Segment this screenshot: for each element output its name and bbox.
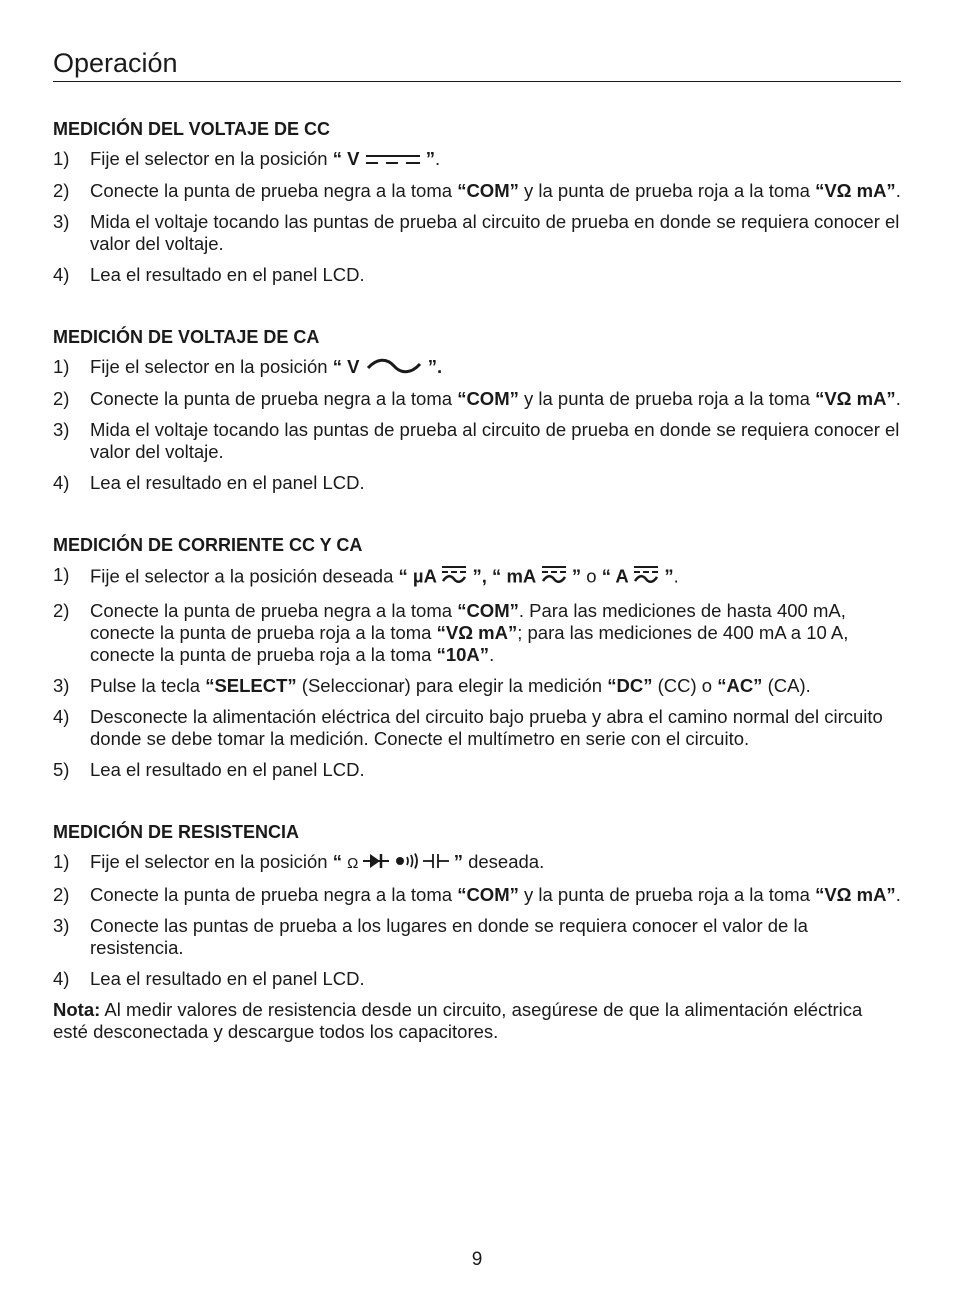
dc-voltage-icon (365, 149, 421, 171)
note-label: Nota: (53, 999, 101, 1021)
step-number: 2) (53, 884, 70, 906)
title-divider (53, 81, 901, 82)
step-number: 3) (53, 419, 70, 441)
list-item: 2) Conecte la punta de prueba negra a la toma “COM” y la punta de prueba roja a la toma “VΩ mA”. (53, 388, 901, 410)
ac-voltage-section (53, 326, 901, 494)
step-number: 4) (53, 264, 70, 286)
list-item: 4) Lea el resultado en el panel LCD. (53, 472, 365, 494)
list-item: 5) Lea el resultado en el panel LCD. (53, 759, 365, 781)
resistance-note (53, 999, 901, 1043)
step-number: 3) (53, 915, 70, 937)
list-item: 1) Fije el selector en la posición “ V ”. (53, 148, 901, 171)
section-heading: MEDICIÓN DE RESISTENCIA (53, 822, 300, 843)
ac-dc-icon (633, 564, 659, 591)
page-content (53, 118, 901, 1043)
list-item: 3) Conecte las puntas de prueba a los lugares en donde se requiera conocer el valor de la resistencia. (53, 915, 808, 959)
section-heading: MEDICIÓN DE VOLTAJE DE CA (53, 327, 320, 348)
note-text: Al medir valores de resistencia desde un circuito, asegúrese de que la alimentación eléctrica esté desconectada y descargue todos los capacitores. (53, 999, 863, 1043)
list-item: 2) Conecte la punta de prueba negra a la toma “COM” y la punta de prueba roja a la toma “VΩ mA”. (53, 884, 901, 906)
list-item: 1) Fije el selector en la posición “ V ”. (53, 356, 901, 379)
list-item: 2) Conecte la punta de prueba negra a la toma “COM” y la punta de prueba roja a la toma “VΩ mA”. (53, 180, 901, 202)
list-item: 4) Desconecte la alimentación eléctrica del circuito bajo prueba y abra el camino normal del circuito donde se debe tomar la medición. Conecte el multímetro en serie con el circuito. (53, 706, 883, 750)
list-item: 3) Mida el voltaje tocando las puntas de prueba al circuito de prueba en donde se requiera conocer el valor del voltaje. (53, 211, 900, 255)
step-number: 4) (53, 706, 70, 728)
dc-voltage-section (53, 118, 901, 286)
ac-voltage-steps (53, 356, 901, 494)
step-number: 1) (53, 851, 70, 873)
resistance-section (53, 821, 901, 1043)
step-number: 1) (53, 148, 70, 169)
step-number: 4) (53, 472, 70, 494)
page-title: Operación (53, 48, 178, 78)
step-number: 5) (53, 759, 70, 781)
list-item: 3) Pulse la tecla “SELECT” (Seleccionar) para elegir la medición “DC” (CC) o “AC” (CA). (53, 675, 811, 697)
ac-wave-icon (365, 357, 423, 379)
capacitor-icon (423, 852, 449, 874)
ac-dc-icon (441, 564, 467, 591)
step-number: 4) (53, 968, 70, 990)
current-steps (53, 564, 901, 781)
list-item: 4) Lea el resultado en el panel LCD. (53, 264, 365, 286)
section-heading: MEDICIÓN DE CORRIENTE CC Y CA (53, 535, 363, 556)
page-number: 9 (471, 1249, 483, 1270)
list-item: 1) Fije el selector a la posición deseada “ µA ”, “ mA ” o “ A ”. (53, 564, 901, 591)
resistance-steps (53, 851, 901, 990)
diode-icon (363, 852, 389, 874)
step-number: 3) (53, 675, 70, 697)
step-number: 1) (53, 356, 70, 378)
step-number: 1) (53, 564, 70, 586)
current-section (53, 534, 901, 781)
step-number: 2) (53, 180, 70, 202)
list-item: 2) Conecte la punta de prueba negra a la toma “COM”. Para las mediciones de hasta 400 mA, conecte la punta de prueba roja a la toma “VΩ mA”; para las mediciones de 400 mA a 10 A, conecte la punta de prueba roja a la toma “10A”. (53, 600, 849, 666)
step-number: 3) (53, 211, 70, 233)
dc-voltage-steps (53, 148, 901, 286)
step-number: 2) (53, 600, 70, 622)
continuity-sound-icon (395, 852, 423, 874)
section-heading: MEDICIÓN DEL VOLTAJE DE CC (53, 119, 331, 139)
ohm-symbol: Ω (347, 855, 359, 873)
ac-dc-icon (541, 564, 567, 591)
list-item: 1) Fije el selector en la posición “ Ω ” deseada. (53, 851, 901, 875)
step-number: 2) (53, 388, 70, 410)
list-item: 3) Mida el voltaje tocando las puntas de prueba al circuito de prueba en donde se requiera conocer el valor del voltaje. (53, 419, 900, 463)
list-item: 4) Lea el resultado en el panel LCD. (53, 968, 365, 990)
